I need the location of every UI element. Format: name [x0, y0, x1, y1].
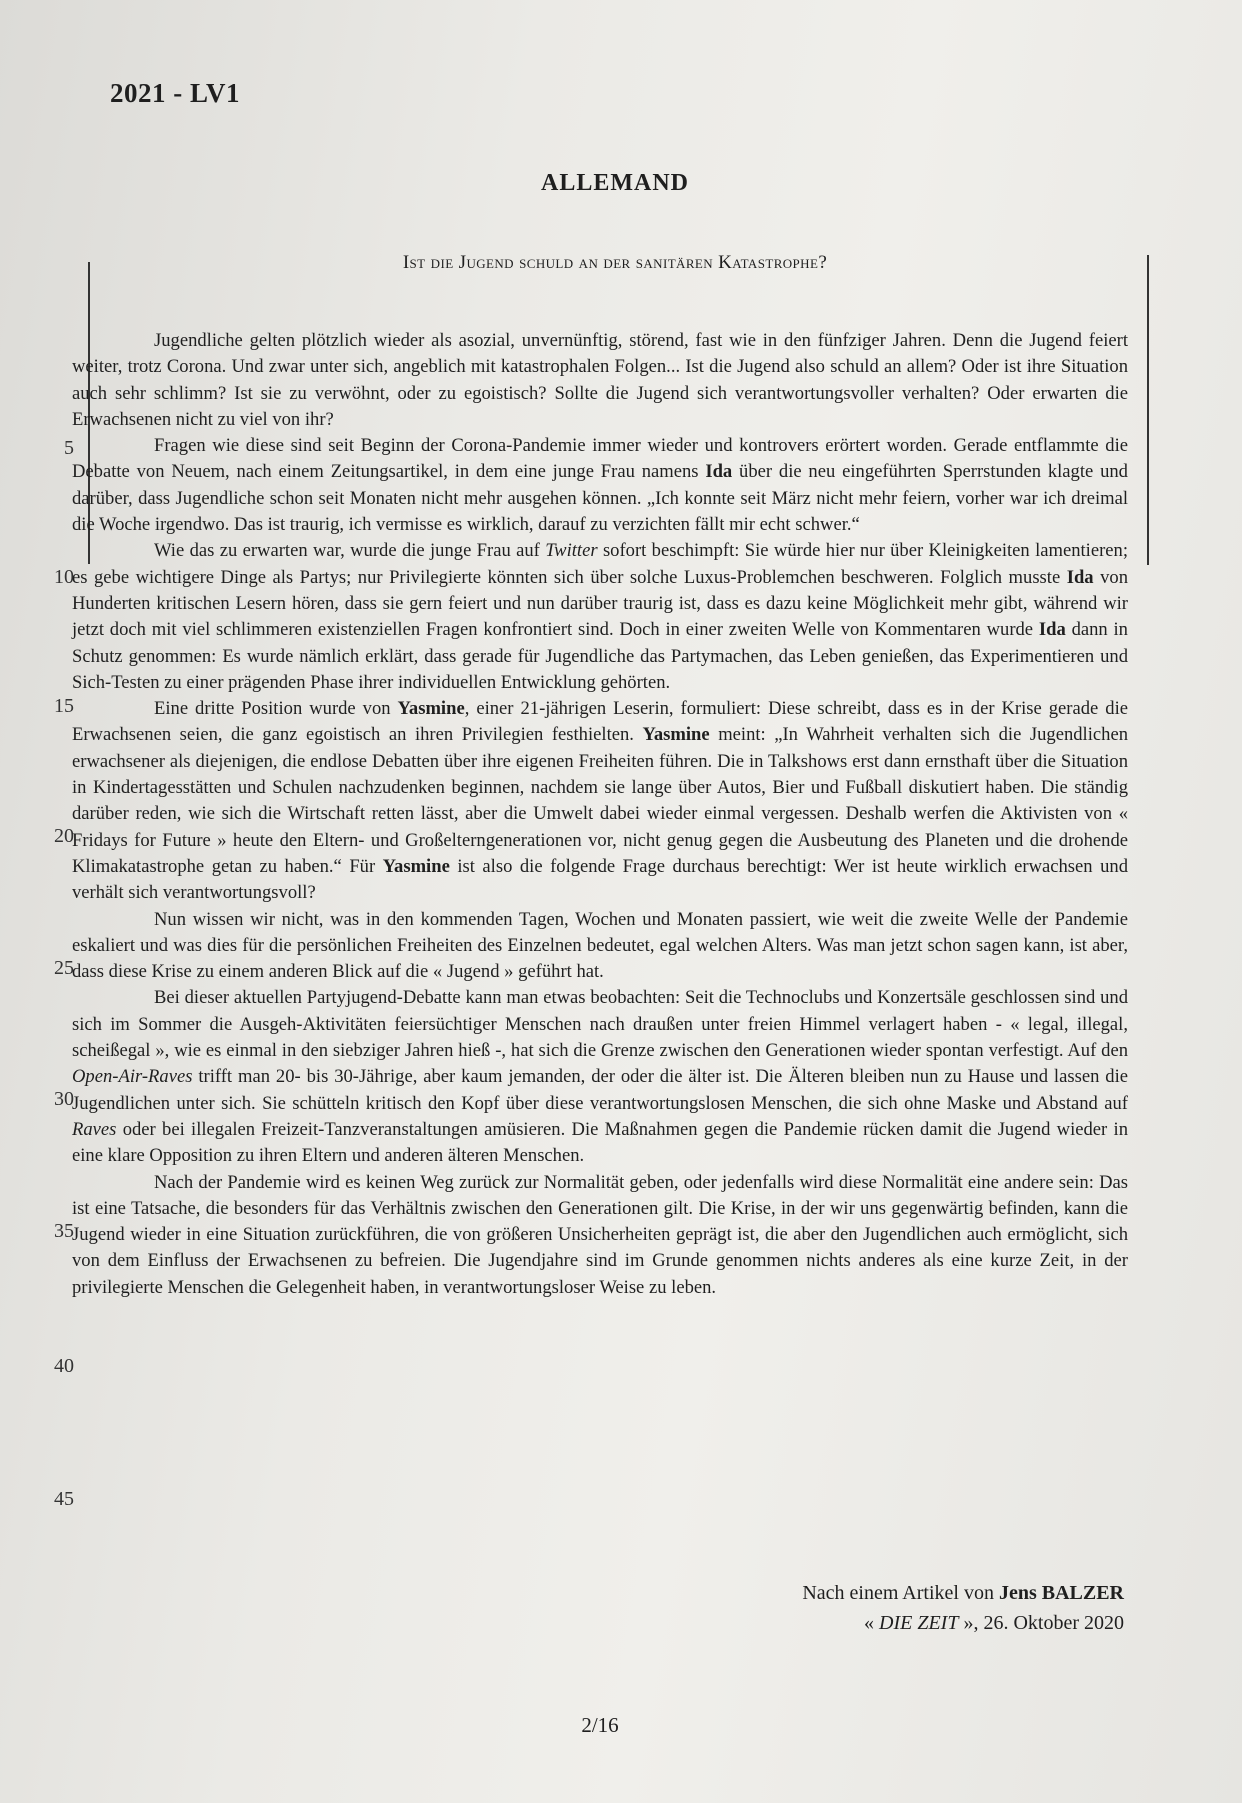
- source-prefix: Nach einem Artikel von: [802, 1582, 994, 1604]
- paragraph-1: Jugendliche gelten plötzlich wieder als asozial, unvernünftig, störend, fast wie in den fünfziger Jahren. Denn die Jugend feiert weiter, trotz Corona. Und zwar unter sich, angeblich mit katastrophalen Folgen... Ist die Jugend also schuld an allem? Oder ist ihre Situation auch sehr schlimm? Ist sie zu verwöhnt, oder zu egoistisch? Sollte die Jugend sich verantwortungsvoller verhalten? Oder erwarten die Erwachsenen nicht zu viel von ihr?: [72, 330, 1128, 430]
- name-yasmine: Yasmine: [382, 855, 450, 877]
- article-body: [72, 328, 1128, 1301]
- line-number: 45: [54, 1488, 74, 1510]
- line-number: 35: [54, 1220, 74, 1242]
- raves: Raves: [72, 1118, 117, 1140]
- line-number: 30: [54, 1088, 74, 1110]
- page-number: 2/16: [581, 1713, 619, 1737]
- paragraph-6: Bei dieser aktuellen Partyjugend-Debatte kann man etwas beobachten: Seit die Technoclubs und Konzertsäle geschlossen sind und sich im Sommer die Ausgeh-Aktivitäten feiersüchtiger Menschen nach draußen unter freien Himmel verlagert haben - « legal, illegal, scheißegal », wie es einmal in den siebziger Jahren hieß -, hat sich die Grenze zwischen den Generationen wieder spontan verfestigt. Auf den Open-Air-Raves trifft man 20- bis 30-Jährige, aber kaum jemanden, der oder die älter ist. Die Älteren bleiben nun zu Hause und lassen die Jugendlichen unter sich. Sie schütteln kritisch den Kopf über diese verantwortungslosen Menschen, die sich ohne Maske und Abstand auf Raves oder bei illegalen Freizeit-Tanzveranstaltungen amüsieren. Die Maßnahmen gegen die Pandemie rücken damit die Jugend wieder in eine klare Opposition zu ihren Eltern und anderen älteren Menschen.: [72, 987, 1128, 1167]
- source-date: 26. Oktober 2020: [983, 1612, 1124, 1634]
- name-ida: Ida: [705, 461, 733, 483]
- name-yasmine: Yasmine: [397, 698, 465, 720]
- twitter-mention: Twitter: [545, 540, 598, 562]
- paragraph-2: Fragen wie diese sind seit Beginn der Corona-Pandemie immer wieder und kontrovers erörtert worden. Gerade entflammte die Debatte von Neuem, nach einem Zeitungsartikel, in dem eine junge Frau namens Ida über die neu eingeführten Sperrstunden klagte und darüber, dass Jugendliche schon seit Monaten nicht mehr ausgehen können. „Ich konnte seit März nicht mehr feiern, vorher war ich dreimal die Woche irgendwo. Das ist traurig, ich vermisse es wirklich, darauf zu verzichten fällt mir echt schwer.“: [72, 435, 1128, 536]
- name-ida: Ida: [1066, 566, 1094, 588]
- article-title: Ist die Jugend schuld an der sanitären Katastrophe?: [402, 252, 828, 273]
- subject-heading: ALLEMAND: [540, 170, 689, 196]
- paragraph-4: Eine dritte Position wurde von Yasmine, einer 21-jährigen Leserin, formuliert: Diese schreibt, dass es in der Krise gerade die Erwachsenen seien, die ganz egoistisch an ihren Privilegien festhielten. Yasmine meint: „In Wahrheit verhalten sich die Jugendlichen erwachsener als diejenigen, die endlose Debatten über ihre eigenen Freiheiten führen. Die in Talkshows erst dann ernsthaft über die Situation in Kindertagesstätten und Schulen nachzudenken beginnen, nachdem sie lange über Autos, Bier und Fußball diskutiert haben. Die ständig darüber reden, wie sich die Wirtschaft retten lässt, aber die Umwelt dabei wieder einmal vergessen. Deshalb werfen die Aktivisten von « Fridays for Future » heute den Eltern- und Großelterngenerationen vor, nicht genug gegen die Ausbeutung des Planeten und die drohende Klimakatastrophe getan zu haben.“ Für Yasmine ist also die folgende Frage durchaus berechtigt: Wer ist heute wirklich erwachsen und verhält sich verantwortungsvoll?: [72, 698, 1128, 904]
- exam-code: 2021 - LV1: [110, 78, 241, 108]
- paragraph-7: Nach der Pandemie wird es keinen Weg zurück zur Normalität geben, oder jedenfalls wird diese Normalität eine andere sein: Das ist eine Tatsache, die besonders für das Verhältnis zwischen den Generationen gilt. Die Krise, in der wir uns gegenwärtig befinden, kann die Jugend wieder in eine Situation zurückführen, die von größeren Unsicherheiten geprägt ist, die aber den Jugendlichen auch ermöglicht, sich von dem Einfluss der Erwachsenen zu befreien. Die Jugendjahre sind im Grunde genommen nichts anderes als eine kurze Zeit, in der privilegierte Menschen die Gelegenheit haben, in verantwortungsloser Weise zu leben.: [72, 1171, 1128, 1298]
- name-ida: Ida: [1038, 619, 1066, 641]
- line-number: 10: [54, 566, 74, 588]
- paragraph-5: Nun wissen wir nicht, was in den kommenden Tagen, Wochen und Monaten passiert, wie weit die zweite Welle der Pandemie eskaliert und was dies für die persönlichen Freiheiten des Einzelnen bedeutet, egal welchen Alters. Was man jetzt schon sagen kann, ist aber, dass diese Krise zu einem anderen Blick auf die « Jugend » geführt hat.: [72, 908, 1128, 983]
- article-source: Nach einem Artikel von Jens BALZER « DIE ZEIT », 26. Oktober 2020: [802, 1582, 1124, 1634]
- open-air-raves: Open-Air-Raves: [72, 1066, 193, 1088]
- source-newspaper: DIE ZEIT: [879, 1612, 959, 1634]
- margin-bracket-right: [1147, 255, 1149, 565]
- line-number: 15: [54, 695, 74, 717]
- source-author: Jens BALZER: [998, 1582, 1124, 1604]
- line-number: 25: [54, 957, 74, 979]
- name-yasmine: Yasmine: [642, 724, 710, 746]
- line-number: 5: [64, 437, 74, 459]
- line-number: 40: [54, 1355, 74, 1377]
- line-number: 20: [54, 825, 74, 847]
- paragraph-3: Wie das zu erwarten war, wurde die junge Frau auf Twitter sofort beschimpft: Sie würde hier nur über Kleinigkeiten lamentieren; es gebe wichtigere Dinge als Partys; nur Privilegierte könnten sich über solche Luxus-Problemchen beschweren. Folglich musste Ida von Hunderten kritischen Lesern hören, dass sie gern feiert und nun darüber traurig ist, dass es dazu keine Möglichkeit mehr gibt, während wir jetzt doch mit viel schlimmeren existenziellen Fragen konfrontiert sind. Doch in einer zweiten Welle von Kommentaren wurde Ida dann in Schutz genommen: Es wurde nämlich erklärt, dass gerade für Jugendliche das Partymachen, das Leben genießen, das Experimentieren und Sich-Testen zu einer prägenden Phase ihrer individuellen Entwicklung gehörten.: [72, 540, 1128, 693]
